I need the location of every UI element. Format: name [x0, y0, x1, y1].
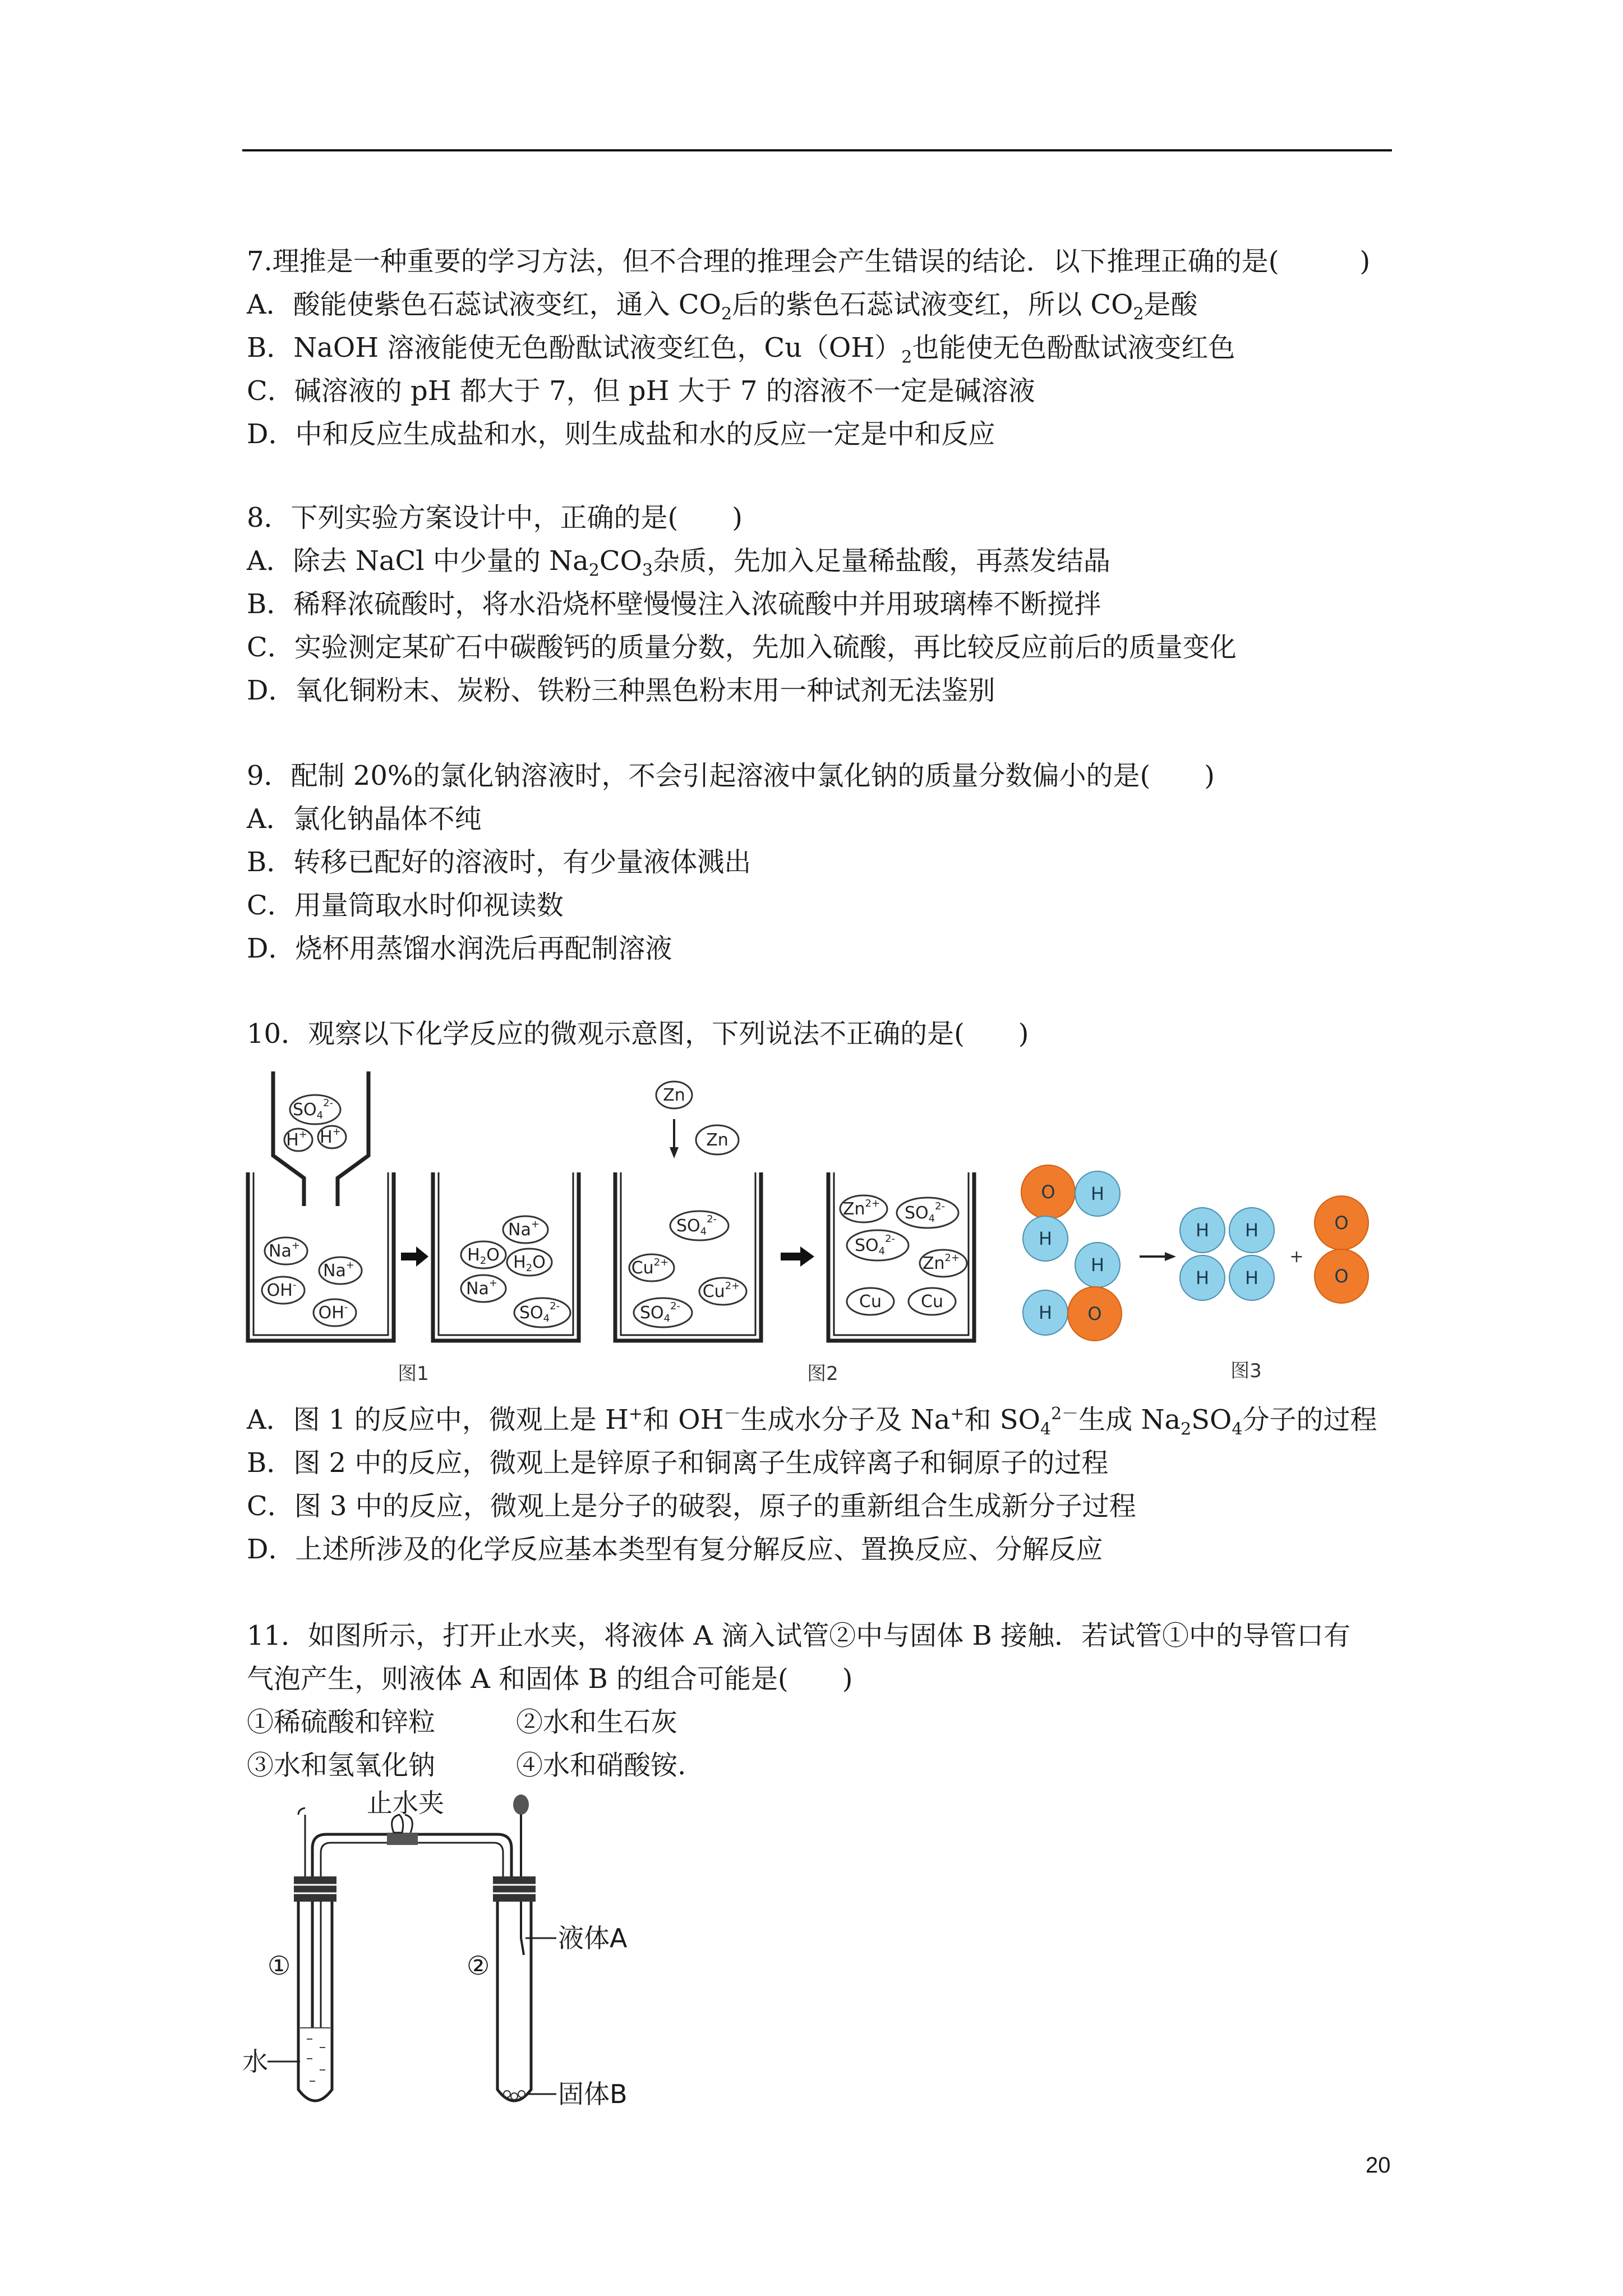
question-11-option-1: ①稀硫酸和锌粒: [247, 1706, 436, 1738]
ion-so4-beaker2: $SO_4^{2-}$: [519, 1300, 560, 1324]
clamp-label: 止水夹: [367, 1788, 444, 1818]
question-8-stem: 8．下列实验方案设计中，正确的是( ): [247, 502, 743, 533]
header-rule: [242, 149, 1392, 151]
question-9-option-c: C．用量筒取水时仰视读数: [247, 890, 564, 921]
question-11-option-3: ③水和氢氧化钠: [247, 1750, 436, 1781]
apparatus-figure: [242, 1787, 702, 2123]
atom-h-7: H: [1195, 1267, 1210, 1289]
arrow-zn-drop: [670, 1119, 679, 1158]
ion-oh-2: OH-: [318, 1301, 348, 1323]
question-11-stem-line-2: 气泡产生，则液体 A 和固体 B 的组合可能是( ): [247, 1663, 853, 1695]
dropper-bulb: [513, 1795, 529, 1815]
question-11-option-2: ②水和生石灰: [516, 1706, 678, 1738]
reaction-figure: [242, 1066, 1398, 1391]
ion-na-4: Na+: [466, 1277, 497, 1299]
atom-h-8: H: [1244, 1267, 1259, 1289]
question-7-stem: 7.理推是一种重要的学习方法，但不合理的推理会产生错误的结论．以下推理正确的是( ): [247, 246, 1371, 277]
question-11-option-4: ④水和硝酸铵.: [516, 1750, 686, 1781]
figure-label-1: 图1: [398, 1363, 429, 1385]
ion-h-plus-2: H+: [320, 1126, 341, 1147]
ion-cu2-2: $Cu^{2+}$: [702, 1280, 740, 1301]
tube-2-label: ②: [467, 1950, 490, 1981]
ion-na-1: Na+: [269, 1240, 300, 1261]
stopper-1: [294, 1876, 336, 1902]
page-number: 20: [1366, 2153, 1391, 2178]
ion-so4-beaker3b: $SO_4^{2-}$: [639, 1300, 681, 1324]
question-11: [247, 1614, 1453, 1787]
question-8-option-a: A．除去 NaCl 中少量的 $Na_2CO_3$杂质，先加入足量稀盐酸，再蒸发结晶: [247, 545, 1111, 581]
arrow-fig3: [1140, 1252, 1176, 1261]
atom-o-1: O: [1041, 1181, 1055, 1203]
ion-so4-beaker3a: $SO_4^{2-}$: [676, 1213, 717, 1237]
question-9: [247, 754, 1453, 970]
atom-h-2: H: [1038, 1228, 1053, 1249]
stopper-2: [493, 1876, 536, 1902]
question-8-option-c: C．实验测定某矿石中碳酸钙的质量分数，先加入硫酸，再比较反应前后的质量变化: [247, 632, 1237, 663]
question-10-stem: 10．观察以下化学反应的微观示意图，下列说法不正确的是( ): [247, 1018, 1029, 1050]
tube-1-label: ①: [268, 1950, 291, 1981]
atom-zn-1: Zn: [663, 1085, 685, 1105]
atom-h-4: H: [1038, 1302, 1053, 1323]
liquid-a-label: 液体A: [558, 1923, 628, 1953]
question-8: [247, 496, 1453, 712]
atom-cu-1: Cu: [859, 1292, 882, 1312]
ion-so4-burette: $SO_4^{2-}$: [292, 1097, 334, 1121]
atom-zn-2: Zn: [706, 1130, 728, 1150]
ion-na-2: Na+: [323, 1259, 354, 1281]
ion-zn2-2: $Zn^{2+}$: [922, 1252, 960, 1273]
question-8-option-b: B．稀释浓硫酸时，将水沿烧杯壁慢慢注入浓硫酸中并用玻璃棒不断搅拌: [247, 588, 1101, 620]
atom-h-5: H: [1195, 1220, 1210, 1241]
figure-label-3: 图3: [1230, 1360, 1262, 1382]
water-label: 水: [242, 2046, 268, 2077]
question-11-options-row-2: [247, 1744, 1453, 1787]
question-11-stem-line-1: 11．如图所示，打开止水夹，将液体 A 滴入试管②中与固体 B 接触．若试管①中的导管口有: [247, 1620, 1351, 1651]
solid-b-label: 固体B: [558, 2079, 628, 2109]
arrow-fig2: [781, 1246, 814, 1267]
question-7: [247, 240, 1453, 456]
arrow-fig1: [401, 1246, 428, 1267]
question-9-option-b: B．转移已配好的溶液时，有少量液体溅出: [247, 846, 751, 878]
question-11-options-row-1: [247, 1701, 1453, 1744]
atom-h-1: H: [1090, 1183, 1105, 1204]
question-10-option-c: C．图 3 中的反应，微观上是分子的破裂，原子的重新组合生成新分子过程: [247, 1490, 1136, 1522]
atom-o-2: O: [1087, 1303, 1102, 1324]
question-9-option-a: A．氯化钠晶体不纯: [247, 803, 482, 835]
ion-zn2-1: $Zn^{2+}$: [842, 1198, 880, 1219]
atom-o-4: O: [1334, 1266, 1349, 1287]
question-10-option-b: B．图 2 中的反应，微观上是锌原子和铜离子生成锌离子和铜原子的过程: [247, 1447, 1109, 1479]
atom-h-3: H: [1090, 1254, 1105, 1276]
question-7-option-a: A．酸能使紫色石蕊试液变红，通入 $CO_2$后的紫色石蕊试液变红，所以 $CO_2$是酸: [247, 289, 1198, 324]
water-clamp: [387, 1815, 418, 1845]
question-7-option-c: C．碱溶液的 pH 都大于 7，但 pH 大于 7 的溶液不一定是碱溶液: [247, 375, 1035, 407]
ion-oh-1: OH-: [266, 1279, 297, 1300]
question-10-options: [247, 1398, 1453, 1571]
ion-cu2-1: $Cu^{2+}$: [631, 1257, 669, 1278]
test-tube-1: [298, 1888, 332, 2101]
connecting-tube: [312, 1834, 511, 2028]
atom-cu-2: Cu: [921, 1292, 943, 1312]
question-10-option-d: D．上述所涉及的化学反应基本类型有复分解反应、置换反应、分解反应: [247, 1534, 1103, 1565]
plus-sign: +: [1289, 1247, 1304, 1267]
ion-so4-beaker4a: $SO_4^{2-}$: [904, 1200, 946, 1225]
molecule-h2o-1: $H_2O$: [467, 1245, 500, 1267]
question-9-option-d: D．烧杯用蒸馏水润洗后再配制溶液: [247, 933, 672, 964]
molecule-h2o-2: $H_2O$: [513, 1253, 546, 1274]
ion-na-3: Na+: [508, 1218, 540, 1240]
atom-o-3: O: [1334, 1212, 1349, 1234]
atom-h-6: H: [1244, 1220, 1259, 1241]
question-9-stem: 9．配制 20%的氯化钠溶液时，不会引起溶液中氯化钠的质量分数偏小的是( ): [247, 760, 1215, 792]
question-7-option-d: D．中和反应生成盐和水，则生成盐和水的反应一定是中和反应: [247, 418, 995, 450]
question-10-option-a: A．图 1 的反应中，微观上是 H+和 OH－生成水分子及 Na+和 $SO_4^{2-}$生成 $Na_2SO_4$分子的过程: [247, 1404, 1377, 1439]
question-7-option-b: B．NaOH 溶液能使无色酚酞试液变红色，$Cu(OH)_2$也能使无色酚酞试液变红色: [247, 332, 1235, 367]
ion-so4-beaker4b: $SO_4^{2-}$: [854, 1233, 896, 1257]
figure-label-2: 图2: [807, 1363, 838, 1385]
question-8-option-d: D．氧化铜粉末、炭粉、铁粉三种黑色粉末用一种试剂无法鉴别: [247, 675, 995, 706]
question-10-stem-block: [247, 1013, 1453, 1056]
test-tube-2: [497, 1888, 531, 2101]
ion-h-plus-1: H+: [286, 1129, 307, 1150]
